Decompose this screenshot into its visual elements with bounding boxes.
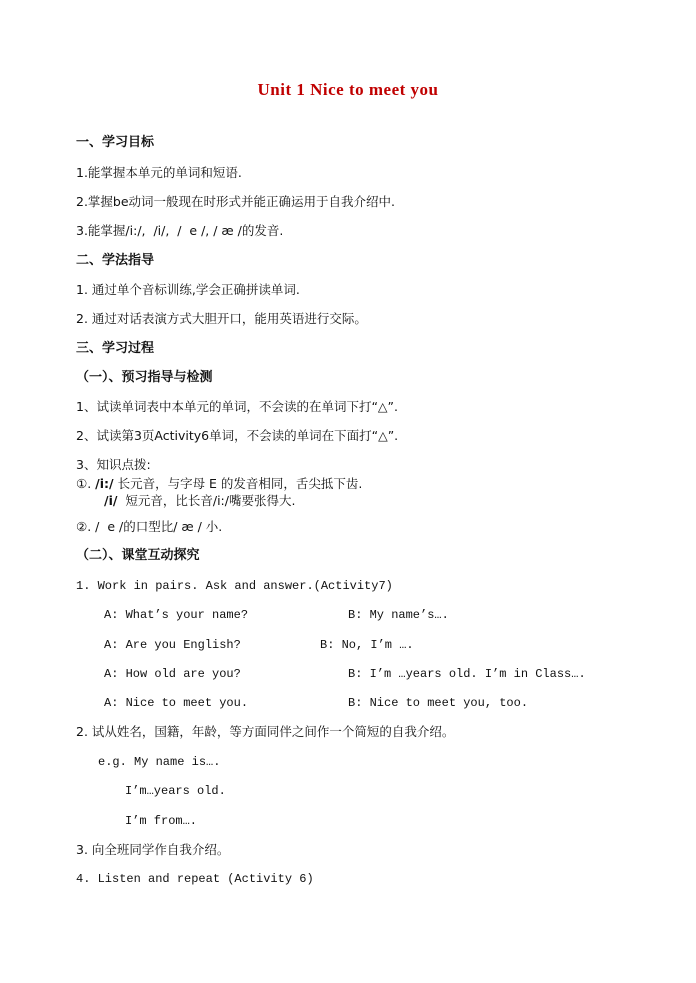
dialogue-a: A: Are you English? [104, 638, 241, 652]
tip-line [76, 519, 222, 535]
tip-text: 长元音，与字母 E 的发音相同，舌尖抵下齿. [113, 476, 363, 491]
tip-line [76, 476, 362, 492]
phonetic-symbol: /i/ [104, 493, 118, 508]
preview-item: 3、知识点拨: [76, 457, 151, 472]
dialogue-b: B: No, I’m …. [320, 638, 414, 652]
section-heading-learning-goals: 一、学习目标 [76, 135, 155, 150]
phonetic-symbol: /i:/ [95, 476, 114, 491]
tip-marker: ①. [76, 476, 92, 491]
example-line: I’m from…. [125, 814, 198, 828]
tip-text: 短元音，比长音/i:/嘴要张得大. [117, 493, 296, 508]
goal-item: 1.能掌握本单元的单词和短语. [76, 165, 242, 180]
classroom-item: 4. Listen and repeat (Activity 6) [76, 872, 314, 886]
goal-item: 2.掌握be动词一般现在时形式并能正确运用于自我介绍中. [76, 194, 396, 209]
example-line: e.g. My name is…. [98, 755, 221, 769]
classroom-item: 3. 向全班同学作自我介绍。 [76, 842, 230, 857]
preview-item: 1、试读单词表中本单元的单词，不会读的在单词下打“△”. [76, 399, 398, 414]
dialogue-b: B: Nice to meet you, too. [348, 696, 529, 710]
tip-line [104, 493, 295, 509]
dialogue-a: A: What’s your name? [104, 608, 249, 622]
method-item: 1. 通过单个音标训练,学会正确拼读单词. [76, 282, 300, 297]
section-heading-method-guide: 二、学法指导 [76, 253, 155, 268]
subsection-heading-classroom: （二）、课堂互动探究 [76, 548, 200, 563]
tip-text: / e /的口型比/ æ / 小. [91, 519, 223, 534]
subsection-heading-preview: （一）、预习指导与检测 [76, 370, 213, 385]
method-item: 2. 通过对话表演方式大胆开口，能用英语进行交际。 [76, 311, 367, 326]
tip-marker: ②. [76, 519, 92, 534]
dialogue-b: B: My name’s…. [348, 608, 449, 622]
dialogue-a: A: Nice to meet you. [104, 696, 249, 710]
section-heading-learning-process: 三、学习过程 [76, 341, 155, 356]
goal-item: 3.能掌握/i:/, /i/, / e /, / æ /的发音. [76, 223, 284, 238]
dialogue-a: A: How old are you? [104, 667, 241, 681]
dialogue-b: B: I’m …years old. I’m in Class…. [348, 667, 586, 681]
preview-item: 2、试读第3页Activity6单词，不会读的单词在下面打“△”. [76, 428, 399, 443]
classroom-item: 1. Work in pairs. Ask and answer.(Activity7) [76, 579, 393, 593]
example-line: I’m…years old. [125, 784, 226, 798]
classroom-item: 2. 试从姓名，国籍，年龄，等方面同伴之间作一个简短的自我介绍。 [76, 724, 455, 739]
page-title: Unit 1 Nice to meet you [257, 80, 439, 99]
